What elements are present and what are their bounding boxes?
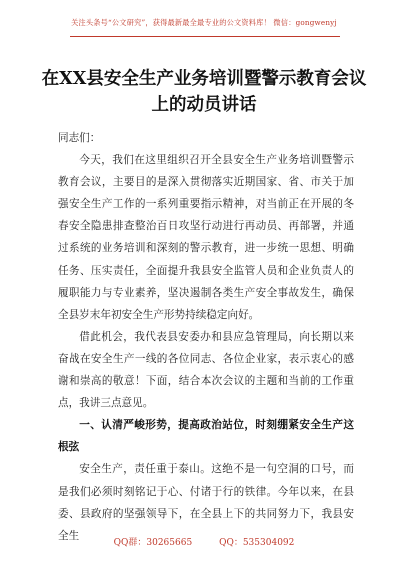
paragraph-3: 安全生产，责任重于泰山。这绝不是一句空洞的口号，而是我们必须时刻铭记于心、付诸于行的铁律。今年以来，在县委、县政府的坚强领导下，在全县上下的共同努力下，我县安全生	[58, 463, 354, 542]
header-banner: 关注头条号“公文研究”，获得最新最全最专业的公文资料库！ 微信：gongwenyj	[71, 18, 337, 27]
footer-contact	[0, 535, 408, 548]
paragraph-2: 借此机会，我代表县安委办和县应急管理局，向长期以来奋战在安全生产一线的各位同志、各位企业家，表示衷心的感谢和崇高的敬意！下面，结合本次会议的主题和当前的工作重点，我讲三点意见。	[58, 330, 354, 410]
document-body	[58, 127, 354, 547]
section-heading-1: 一、认清严峻形势，提高政治站位，时刻绷紧安全生产这根弦	[58, 419, 354, 454]
paragraph-1: 今天，我们在这里组织召开全县安全生产业务培训暨警示教育会议，主要目的是深入贯彻落实近期国家、省、市关于加强安全生产工作的一系列重要指示精神，对当前正在开展的冬春安全隐患排查整治百日攻坚行动进行再动员、再部署，并通过系统的业务培训和深刻的警示教育，进一步统一思想、明确任务、压实责任，全面提升我县安全监管人员和企业负责人的履职能力与专业素养，坚决遏制各类生产安全事故发生，确保全县岁末年初安全生产形势持续稳定向好。	[58, 154, 354, 321]
document-title: 在XX县安全生产业务培训暨警示教育会议上的动员讲话	[41, 69, 367, 115]
salutation: 同志们：	[58, 132, 101, 144]
footer-qq: QQ：535304092	[219, 538, 295, 548]
header-divider	[70, 36, 340, 37]
footer-qq-group: QQ群：30265665	[113, 538, 193, 548]
